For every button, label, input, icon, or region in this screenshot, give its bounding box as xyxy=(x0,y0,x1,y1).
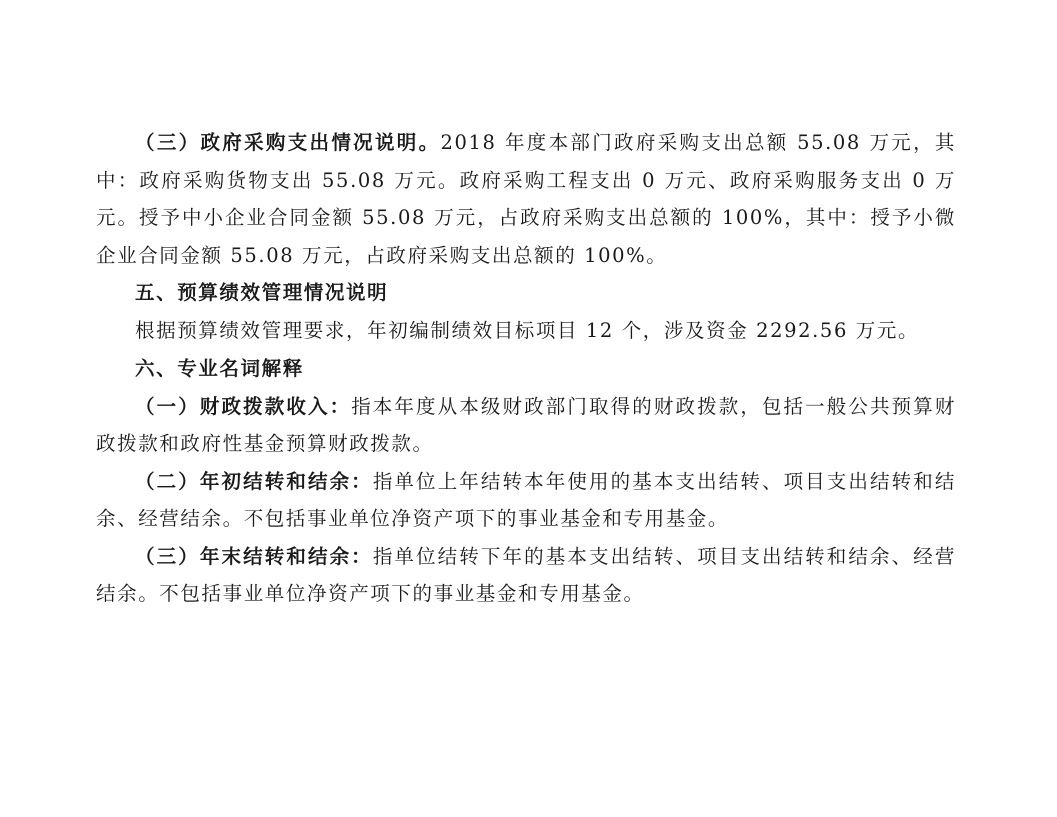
glossary-heading: 六、专业名词解释 xyxy=(135,356,304,380)
glossary-definition: 指本年度从本级财政部门取得的财政拨款，包括一般公共预算财政拨款和政府性基金预算财政拨款。 xyxy=(96,394,956,455)
procurement-body: 2018 年度本部门政府采购支出总额 55.08 万元，其中：政府采购货物支出 55.08 万元。政府采购工程支出 0 万元、政府采购服务支出 0 万元。授予中小企业合同金额 55.08 万元，占政府采购支出总额的 100%，其中：授予小微企业合同金额 55.08 万元，占政府采购支出总额的 100%。 xyxy=(96,131,956,267)
procurement-lead: （三）政府采购支出情况说明。 xyxy=(135,131,441,154)
document-page xyxy=(96,124,956,613)
procurement-paragraph xyxy=(96,124,956,274)
performance-paragraph: 根据预算绩效管理要求，年初编制绩效目标项目 12 个，涉及资金 2292.56 万元。 xyxy=(135,319,920,342)
glossary-definition: 指单位上年结转本年使用的基本支出结转、项目支出结转和结余、经营结余。不包括事业单位净资产项下的事业基金和专用基金。 xyxy=(96,469,956,530)
glossary-term: （一）财政拨款收入： xyxy=(135,394,352,418)
glossary-item xyxy=(96,463,956,538)
glossary-term: （三）年末结转和结余： xyxy=(135,544,373,568)
glossary-definition: 指单位结转下年的基本支出结转、项目支出结转和结余、经营结余。不包括事业单位净资产项下的事业基金和专用基金。 xyxy=(96,544,956,605)
glossary-item xyxy=(96,388,956,463)
performance-heading: 五、预算绩效管理情况说明 xyxy=(135,281,389,304)
glossary-item xyxy=(96,538,956,613)
glossary-term: （二）年初结转和结余： xyxy=(135,469,373,493)
